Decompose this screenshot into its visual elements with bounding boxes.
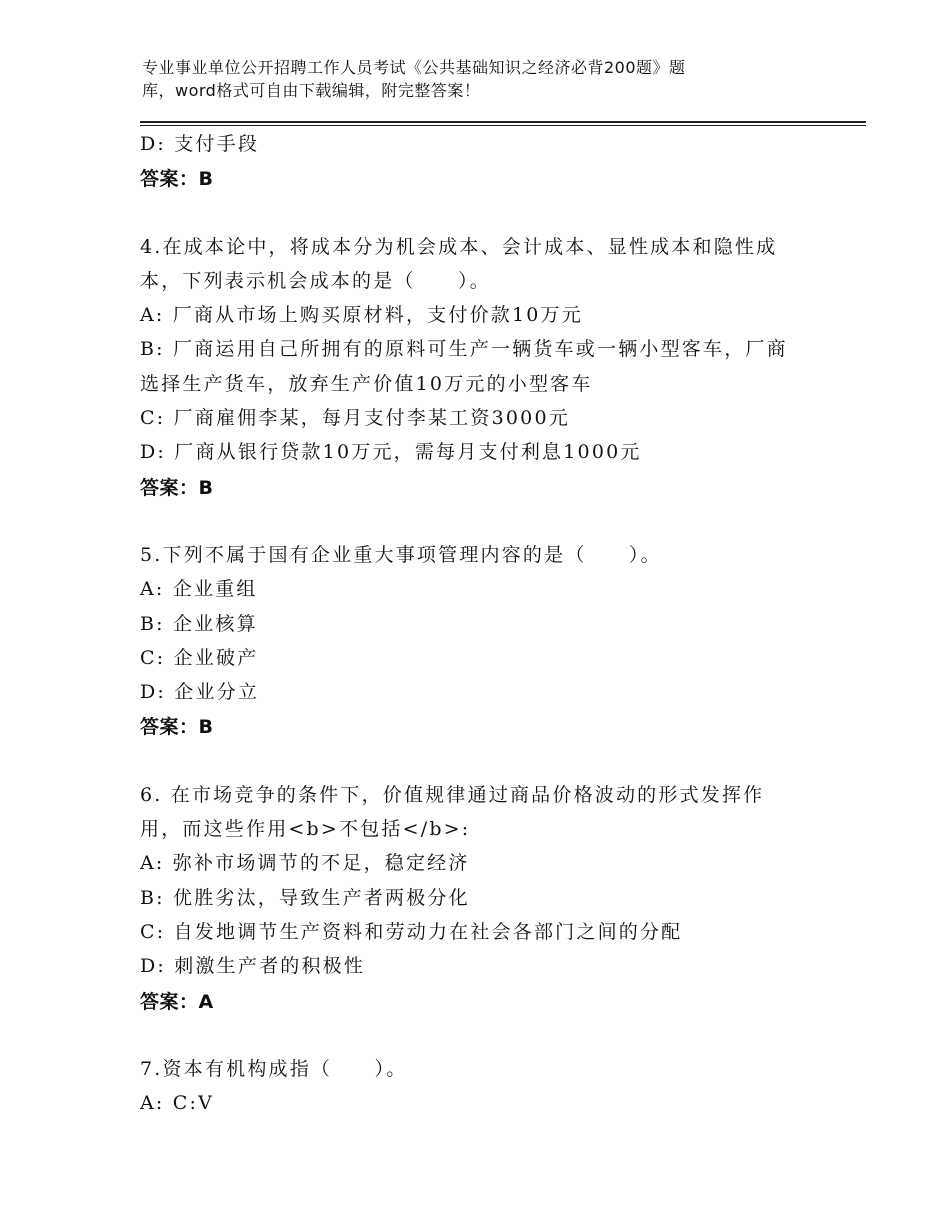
spacer <box>140 507 820 541</box>
option-b-line-1: B: 厂商运用自己所拥有的原料可生产一辆货车或一辆小型客车，厂商 <box>140 338 788 361</box>
option-b: B: 企业核算 <box>140 612 258 635</box>
page-header <box>142 56 782 102</box>
option-c: C: 自发地调节生产资料和劳动力在社会各部门之间的分配 <box>140 920 683 943</box>
header-title-line-1: 专业事业单位公开招聘工作人员考试《公共基础知识之经济必背200题》题 <box>142 58 686 77</box>
answer: 答案：B <box>140 716 214 739</box>
option-a: A: 厂商从市场上购买原材料，支付价款10万元 <box>140 304 583 327</box>
answer: 答案：B <box>140 476 214 499</box>
header-rule-thick <box>140 121 866 123</box>
option-c: C: 企业破产 <box>140 646 259 669</box>
option-a: A: 企业重组 <box>140 578 258 601</box>
question-5 <box>140 541 820 747</box>
question-stem-line-1: 5.下列不属于国有企业重大事项管理内容的是（ ）。 <box>140 543 662 566</box>
spacer <box>140 199 820 233</box>
option-b: B: 优胜劣汰，导致生产者两极分化 <box>140 886 470 909</box>
header-title-line-2: 库，word格式可自由下载编辑，附完整答案！ <box>142 81 481 100</box>
answer: 答案：B <box>140 168 214 191</box>
question-6 <box>140 781 820 1021</box>
header-rule-thin <box>140 125 866 126</box>
question-stem-line-1: 7.资本有机构成指（ ）。 <box>140 1057 408 1080</box>
answer: 答案：A <box>140 990 214 1013</box>
question-stem-line-1: 6. 在市场竞争的条件下，价值规律通过商品价格波动的形式发挥作 <box>140 783 765 806</box>
spacer <box>140 1021 820 1055</box>
question-7 <box>140 1055 820 1124</box>
spacer <box>140 747 820 781</box>
option-c: C: 厂商雇佣李某，每月支付李某工资3000元 <box>140 407 570 430</box>
option-d: D: 支付手段 <box>140 133 260 155</box>
document-body <box>140 130 820 1123</box>
option-d: D: 厂商从银行贷款10万元，需每月支付利息1000元 <box>140 441 642 464</box>
question-stem-line-2: 本，下列表示机会成本的是（ ）。 <box>140 269 491 292</box>
question-4 <box>140 233 820 507</box>
question-stem-line-2: 用，而这些作用<b>不包括</b>: <box>140 818 471 841</box>
question-continued <box>140 130 820 199</box>
option-b-line-2: 选择生产货车，放弃生产价值10万元的小型客车 <box>140 372 593 395</box>
question-stem-line-1: 4.在成本论中，将成本分为机会成本、会计成本、显性成本和隐性成 <box>140 235 778 258</box>
option-d: D: 刺激生产者的积极性 <box>140 955 366 978</box>
option-d: D: 企业分立 <box>140 681 260 704</box>
option-a: A: C:V <box>140 1092 215 1115</box>
option-a: A: 弥补市场调节的不足，稳定经济 <box>140 852 470 875</box>
